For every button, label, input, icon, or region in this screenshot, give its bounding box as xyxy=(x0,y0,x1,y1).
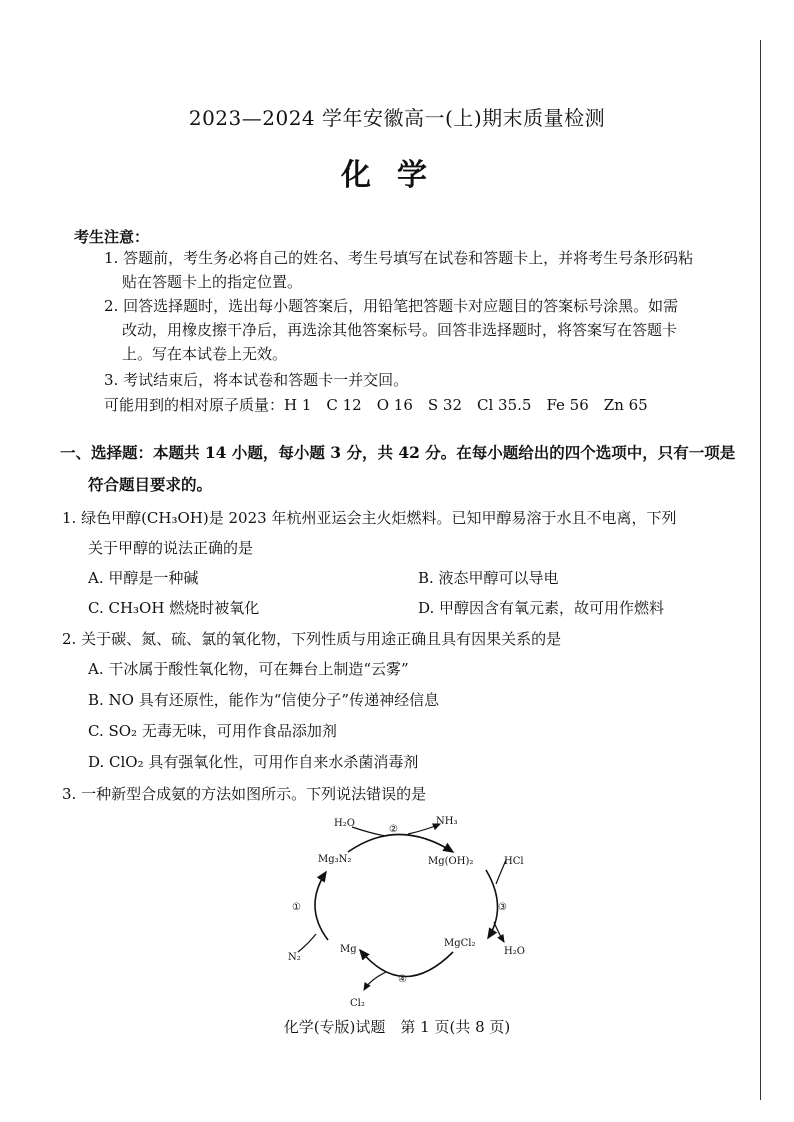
label-mg: Mg xyxy=(340,944,357,955)
atomic-masses: 可能用到的相对原子质量：H 1 C 12 O 16 S 32 Cl 35.5 Fe 56 Zn 65 xyxy=(104,396,648,414)
arc-n2-in xyxy=(298,934,316,952)
q1-option-b: B. 液态甲醇可以导电 xyxy=(418,569,559,587)
label-step4: ④ xyxy=(398,974,407,985)
q2-option-d: D. ClO₂ 具有强氧化性，可用作自来水杀菌消毒剂 xyxy=(88,753,419,771)
label-nh3: NH₃ xyxy=(436,816,458,827)
notice-item1-line1: 1. 答题前，考生务必将自己的姓名、考生号填写在试卷和答题卡上，并将考生号条形码粘 xyxy=(104,249,694,267)
q1-option-d: D. 甲醇因含有氧元素，故可用作燃料 xyxy=(418,599,665,617)
arc-step3 xyxy=(486,870,498,938)
notice-item2-line2: 改动，用橡皮擦干净后，再选涂其他答案标号。回答非选择题时，将答案写在答题卡 xyxy=(122,321,678,339)
q2-option-c: C. SO₂ 无毒无味，可用作食品添加剂 xyxy=(88,722,337,740)
exam-title: 2023—2024 学年安徽高一(上)期末质量检测 xyxy=(188,106,606,130)
q2-option-b: B. NO 具有还原性，能作为“信使分子”传递神经信息 xyxy=(88,691,440,709)
cycle-diagram-svg xyxy=(268,812,530,1012)
arc-h2o-in xyxy=(352,827,386,836)
label-n2: N₂ xyxy=(288,952,301,963)
label-h2o-right: H₂O xyxy=(504,946,525,957)
arc-step4 xyxy=(360,950,453,977)
label-step3: ③ xyxy=(498,902,507,913)
notice-item1-line2: 贴在答题卡上的指定位置。 xyxy=(122,273,303,291)
label-step1: ① xyxy=(292,902,301,913)
q2-stem: 2. 关于碳、氮、硫、氯的氧化物，下列性质与用途正确且具有因果关系的是 xyxy=(62,630,562,648)
q1-option-c: C. CH₃OH 燃烧时被氧化 xyxy=(88,599,260,617)
notice-heading: 考生注意： xyxy=(74,228,150,246)
ammonia-synthesis-diagram xyxy=(268,812,530,1012)
section1-heading-line2: 符合题目要求的。 xyxy=(88,475,213,494)
q3-stem: 3. 一种新型合成氨的方法如图所示。下列说法错误的是 xyxy=(62,785,427,803)
label-hcl: HCl xyxy=(504,856,524,867)
label-mgcl2: MgCl₂ xyxy=(444,938,476,949)
arc-step2 xyxy=(348,835,453,853)
arc-h2o-out xyxy=(494,922,504,942)
notice-item2-line1: 2. 回答选择题时，选出每小题答案后，用铅笔把答题卡对应题目的答案标号涂黑。如需 xyxy=(104,297,679,315)
notice-item2-line3: 上。写在本试卷上无效。 xyxy=(122,345,288,363)
page-margin-line xyxy=(760,40,761,1100)
q1-stem-line1: 1. 绿色甲醇(CH₃OH)是 2023 年杭州亚运会主火炬燃料。已知甲醇易溶于水且不电离，下列 xyxy=(62,509,677,527)
arc-cl2-out xyxy=(364,972,386,990)
label-mg3n2: Mg₃N₂ xyxy=(318,854,352,865)
page-footer: 化学(专版)试题 第 1 页(共 8 页) xyxy=(283,1018,511,1036)
subject-title: 化学 xyxy=(341,158,453,193)
label-step2: ② xyxy=(389,824,398,835)
section1-heading-line1: 一、选择题：本题共 14 小题，每小题 3 分，共 42 分。在每小题给出的四个选项中，只有一项是 xyxy=(60,443,736,462)
q1-stem-line2: 关于甲醇的说法正确的是 xyxy=(88,539,254,557)
q1-option-a: A. 甲醇是一种碱 xyxy=(88,569,199,587)
arc-step1 xyxy=(315,872,328,940)
label-mgoh2: Mg(OH)₂ xyxy=(428,856,474,867)
label-cl2: Cl₂ xyxy=(350,998,365,1009)
q2-option-a: A. 干冰属于酸性氧化物，可在舞台上制造“云雾” xyxy=(88,660,409,678)
label-h2o-top: H₂O xyxy=(334,818,355,829)
notice-item3: 3. 考试结束后，将本试卷和答题卡一并交回。 xyxy=(104,371,409,389)
